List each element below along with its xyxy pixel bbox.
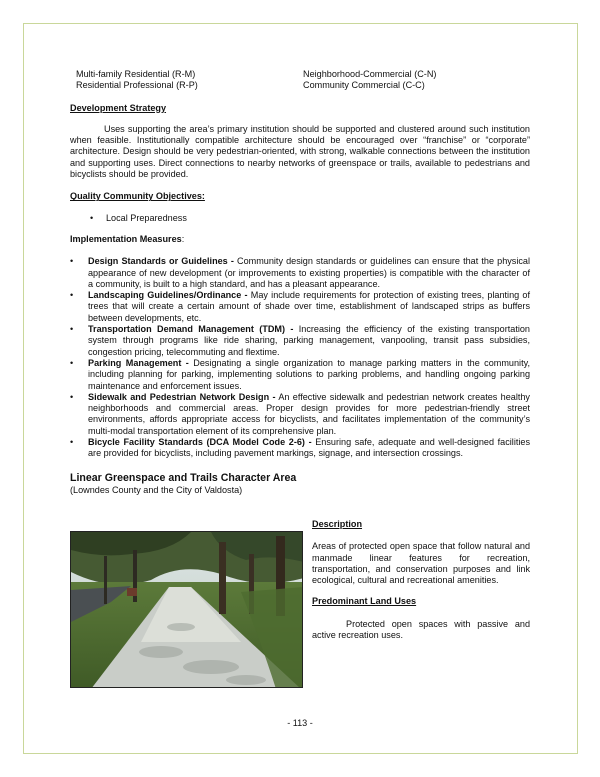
zoning-item: Multi-family Residential (R-M) <box>76 69 196 79</box>
list-item <box>70 256 530 290</box>
implementation-heading-text: Implementation Measures <box>70 233 182 244</box>
list-item <box>70 290 530 324</box>
measure-text: Ensuring safe, adequate and well-designed facilities are provided for bicyclists, including pavement markings, signage, and intersection crossings. <box>88 437 530 459</box>
development-strategy-heading: Development Strategy <box>70 102 167 113</box>
trail-photo-image <box>71 532 303 688</box>
description-heading: Description <box>312 519 363 529</box>
description-text: Areas of protected open space that follow natural and manmade linear features for recreation, transportation, and conservation purposes and link ecological, cultural and recreational amenities. <box>312 541 530 586</box>
page-number: - 113 - <box>287 718 313 728</box>
measure-text: Designating a single organization to manage parking matters in the community, including planning for parking, implementing solutions to parking problems, and handling ongoing parking maintenance and enforcement issues. <box>88 357 530 391</box>
measure-title: Bicycle Facility Standards (DCA Model Code 2-6) - <box>88 437 312 448</box>
objective-item: • Local Preparedness <box>70 213 530 224</box>
zoning-column-right <box>303 69 530 92</box>
measure-text: May include requirements for protection of existing trees, planting of trees that will create a certain amount of shade over time, establishment of landscaped strips as buffers between developments, etc. <box>88 290 530 323</box>
measure-text: Community design standards or guidelines can ensure that the physical appearance of new development (or improvements to existing properties) is compatible with the character of a community, is built to a high standard, and has a pleasant appearance. <box>88 256 530 289</box>
zoning-item: Community Commercial (C-C) <box>303 80 425 91</box>
page-content <box>70 69 530 496</box>
measure-title: Landscaping Guidelines/Ordinance - <box>88 290 248 301</box>
development-strategy-text: Uses supporting the area’s primary institution should be supported and clustered around such institution when feasible. Institutionally compatible architecture should be encouraged over “franchise” or “corporate” architecture. Design should be very pedestrian-oriented, with strong, walkable connections between the institution and supporting uses. Direct connections to nearby networks of greenspace or trails, available to pedestrians and bicyclists should be provided. <box>70 123 530 180</box>
list-item <box>70 324 530 358</box>
objectives-heading: Quality Community Objectives: <box>70 191 205 202</box>
measure-title: Design Standards or Guidelines - <box>88 256 234 267</box>
measure-title: Parking Management - <box>88 357 189 368</box>
zoning-column-left <box>76 69 303 92</box>
land-uses-text: Protected open spaces with passive and active recreation uses. <box>312 618 530 641</box>
land-uses-heading: Predominant Land Uses <box>312 596 417 607</box>
measure-title: Transportation Demand Management (TDM) - <box>88 324 294 335</box>
implementation-list <box>70 256 530 459</box>
zoning-item: Residential Professional (R-P) <box>76 80 198 91</box>
measure-text: Increasing the efficiency of the existing transportation system through programs like ride sharing, parking management, vanpooling, transit pass subsidies, congestion pricing, telecommuting and flextime. <box>88 324 530 357</box>
implementation-heading <box>70 234 530 245</box>
list-item <box>70 392 530 437</box>
list-item <box>70 358 530 392</box>
character-area-title: Linear Greenspace and Trails Character Area <box>70 471 297 484</box>
list-item <box>70 437 530 460</box>
character-area-details <box>312 519 530 641</box>
implementation-heading-colon: : <box>181 233 185 244</box>
trail-photo <box>70 531 303 688</box>
zoning-list <box>76 69 530 92</box>
measure-title: Sidewalk and Pedestrian Network Design - <box>88 391 276 402</box>
character-area-subtitle: (Lowndes County and the City of Valdosta) <box>70 484 243 495</box>
measure-text: An effective sidewalk and pedestrian network creates healthy neighborhoods and commercial areas. Proper design provides for more pedestrian-friendly street environments, affords appropriate access for bicyclists, and facilitates implementation of the community’s multi-modal transportation element of its comprehensive plan. <box>88 391 530 436</box>
zoning-item: Neighborhood-Commercial (C-N) <box>303 69 437 79</box>
